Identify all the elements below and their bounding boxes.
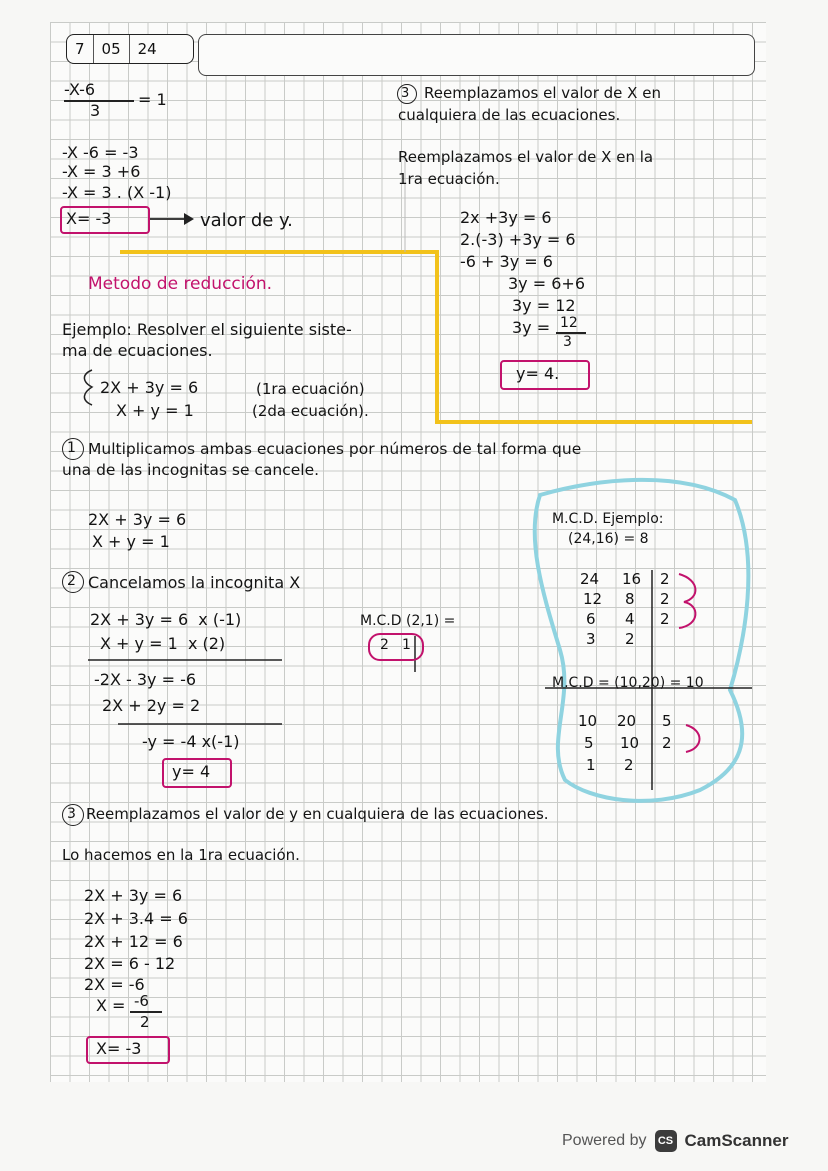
mcd-panel-title-2: M.C.D = (10,20) = 10 xyxy=(552,675,704,691)
step2-line-3: -2X - 3y = -6 xyxy=(94,670,197,689)
s3b-frac-num: -6 xyxy=(134,992,149,1010)
date-box xyxy=(66,34,194,64)
arrow-label: valor de y. xyxy=(200,210,293,231)
s3b-line-1: 2X + 3y = 6 xyxy=(84,886,183,905)
mcd2-r1c2: 2 xyxy=(662,734,672,752)
rt-result: y= 4. xyxy=(516,364,560,383)
mcd-2-1-oval xyxy=(368,633,424,661)
step2-line-5: -y = -4 x(-1) xyxy=(142,732,240,751)
mcd2-r0c2: 5 xyxy=(662,712,672,730)
example-line-2: ma de ecuaciones. xyxy=(62,341,213,360)
rt-line-1: 2x +3y = 6 xyxy=(460,208,552,227)
mcd2-r0c1: 20 xyxy=(617,712,637,730)
s3b-line-5: 2X = -6 xyxy=(84,975,145,994)
s3b-line-2: 2X + 3.4 = 6 xyxy=(84,909,188,928)
step-line-1: -X -6 = -3 xyxy=(62,143,139,162)
mcd2-r0c0: 10 xyxy=(578,712,598,730)
rt-line-2: 2.(-3) +3y = 6 xyxy=(460,230,576,249)
step2-line-2: X + y = 1 x (2) xyxy=(100,634,226,653)
arrow-head-icon xyxy=(184,213,194,225)
mcd2-r1c0: 5 xyxy=(584,734,594,752)
step-line-2: -X = 3 +6 xyxy=(62,162,141,181)
mcd1-r0c2: 2 xyxy=(660,570,670,588)
step3b-text: Reemplazamos el valor de y en cualquiera de las ecuaciones. xyxy=(86,805,549,823)
mcd1-r3c0: 3 xyxy=(586,630,596,648)
eq2-label: (2da ecuación). xyxy=(252,402,369,420)
mcd1-r0c1: 16 xyxy=(622,570,642,588)
s3b-frac-den: 2 xyxy=(140,1013,150,1031)
example-line-1: Ejemplo: Resolver el siguiente siste- xyxy=(62,320,352,339)
mcd2-r2c0: 1 xyxy=(586,756,596,774)
mcd-a: 2 xyxy=(380,637,389,653)
step2-line-1: 2X + 3y = 6 x (-1) xyxy=(90,610,242,629)
camscanner-watermark xyxy=(562,1128,788,1154)
note-2: 1ra ecuación. xyxy=(398,170,500,188)
step1-eq-2: X + y = 1 xyxy=(92,532,170,551)
title-box xyxy=(198,34,755,76)
camscanner-brand: CamScanner xyxy=(684,1131,789,1150)
step3-title-1: Reemplazamos el valor de X en xyxy=(424,84,661,102)
step-2-number: 2 xyxy=(67,573,76,589)
mcd1-r0c0: 24 xyxy=(580,570,600,588)
camscanner-logo-icon: CS xyxy=(655,1130,677,1152)
step-line-3: -X = 3 . (X -1) xyxy=(62,183,172,202)
result-x: X= -3 xyxy=(66,209,112,228)
system-brace xyxy=(84,370,92,405)
s3b-frac-lhs: X = xyxy=(96,996,126,1015)
mcd-b: 1 xyxy=(402,637,411,653)
step1-eq-1: 2X + 3y = 6 xyxy=(88,510,187,529)
fraction-numerator: -X-6 xyxy=(64,80,96,99)
rt-frac-den: 3 xyxy=(563,334,572,350)
mcd-panel-subtitle: (24,16) = 8 xyxy=(568,531,649,547)
system-eq-2: X + y = 1 xyxy=(116,401,194,420)
s3b-line-4: 2X = 6 - 12 xyxy=(84,954,176,973)
s3b-line-3: 2X + 12 = 6 xyxy=(84,932,183,951)
eq1-label: (1ra ecuación) xyxy=(256,380,365,398)
note-1: Reemplazamos el valor de X en la xyxy=(398,148,654,166)
mcd1-r2c2: 2 xyxy=(660,610,670,628)
step1-text-1: Multiplicamos ambas ecuaciones por números de tal forma que xyxy=(88,440,582,458)
rt-line-3: -6 + 3y = 6 xyxy=(460,252,553,271)
pink-brace-1 xyxy=(679,574,695,628)
rt-line-4: 3y = 6+6 xyxy=(508,274,585,293)
date-day: 7 xyxy=(67,35,94,63)
date-year: 24 xyxy=(137,40,157,58)
rt-frac-lhs: 3y = xyxy=(512,318,551,337)
pink-brace-2 xyxy=(686,725,700,752)
step3b-note: Lo hacemos en la 1ra ecuación. xyxy=(62,846,300,864)
mcd1-r1c0: 12 xyxy=(583,590,603,608)
mcd1-r3c1: 2 xyxy=(625,630,635,648)
step2-result: y= 4 xyxy=(172,762,211,781)
mcd-2-1-label: M.C.D (2,1) = xyxy=(360,613,456,629)
method-title: Metodo de reducción. xyxy=(88,274,273,294)
step-1-number: 1 xyxy=(67,440,76,456)
mcd2-r1c1: 10 xyxy=(620,734,640,752)
step2-line-4: 2X + 2y = 2 xyxy=(102,696,201,715)
s3b-result: X= -3 xyxy=(96,1039,142,1058)
mcd1-r1c2: 2 xyxy=(660,590,670,608)
mcd2-r2c1: 2 xyxy=(624,756,634,774)
fraction-rhs: = 1 xyxy=(138,90,167,109)
mcd1-r1c1: 8 xyxy=(625,590,635,608)
fraction-denominator: 3 xyxy=(90,101,101,120)
powered-by-text: Powered by xyxy=(562,1132,647,1149)
system-eq-1: 2X + 3y = 6 xyxy=(100,378,199,397)
step-3-number: 3 xyxy=(401,86,410,101)
rt-line-5: 3y = 12 xyxy=(512,296,576,315)
mcd-panel-title: M.C.D. Ejemplo: xyxy=(552,511,664,527)
step1-text-2: una de las incognitas se cancele. xyxy=(62,461,320,479)
step-3b-number: 3 xyxy=(67,806,76,822)
mcd1-r2c0: 6 xyxy=(586,610,596,628)
mcd1-r2c1: 4 xyxy=(625,610,635,628)
rt-frac-num: 12 xyxy=(560,315,578,331)
step3-title-2: cualquiera de las ecuaciones. xyxy=(398,106,621,124)
date-month: 05 xyxy=(94,35,130,63)
step2-title: Cancelamos la incognita X xyxy=(88,573,301,592)
